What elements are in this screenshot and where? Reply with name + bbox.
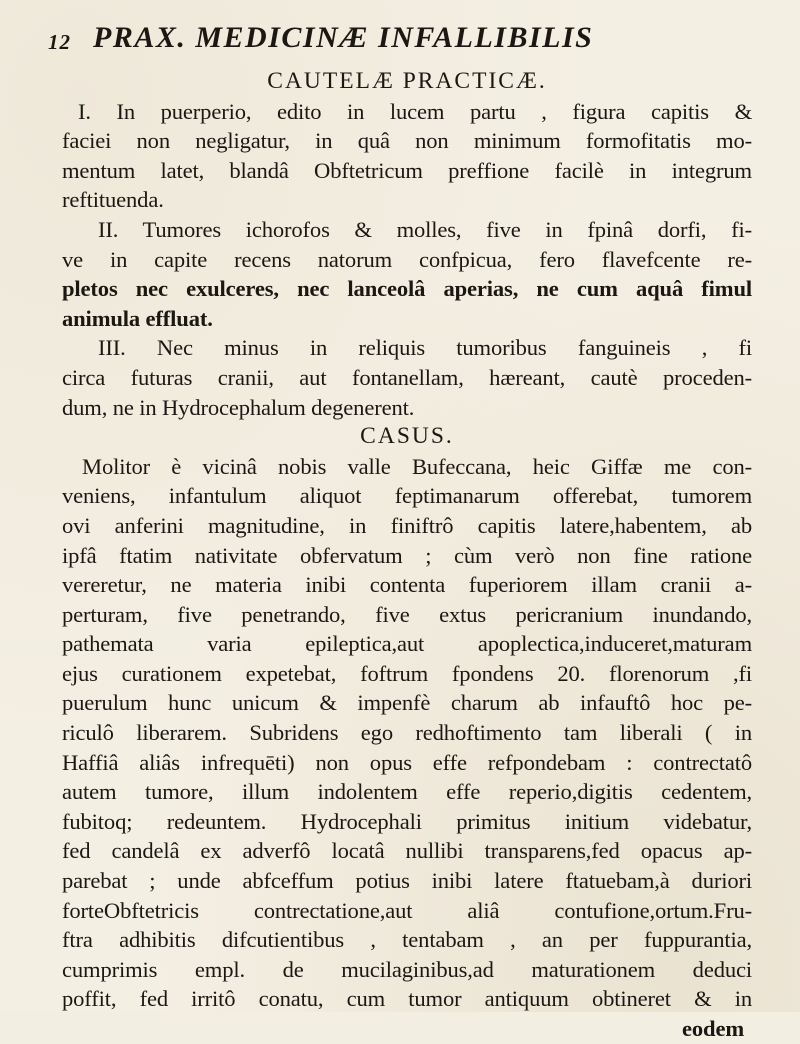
casus-line: autem tumore, illum indolentem effe reperio,digitis cedentem,	[62, 779, 752, 805]
casus-line: vereretur, ne materia inibi contenta fuperiorem illam cranii a-	[62, 572, 752, 598]
section-title: CAUTELÆ PRACTICÆ.	[267, 68, 547, 94]
casus-line: perturam, five penetrando, five extus pericranium inundando,	[62, 601, 752, 627]
casus-line: cumprimis empl. de mucilaginibus,ad maturationem deduci	[62, 956, 752, 982]
casus-line: ejus curationem expetebat, foftrum fpondens 20. florenorum ,fi	[62, 660, 752, 686]
running-title: PRAX. MEDICINÆ INFALLIBILIS	[93, 21, 594, 54]
casus-title: CASUS.	[360, 423, 454, 450]
casus-line: ipfâ ftatim nativitate obfervatum ; cùm verò non fine ratione	[62, 542, 752, 568]
running-head	[48, 20, 748, 60]
page-number: 12	[48, 30, 71, 54]
casus-line: Molitor è vicinâ nobis valle Bufeccana, heic Giffæ me con-	[82, 453, 752, 479]
paragraph-2-line: animula effluat.	[62, 305, 213, 331]
paragraph-2-line: ve in capite recens natorum confpicua, fero flavefcente re-	[62, 246, 752, 272]
paragraph-3-line: III. Nec minus in reliquis tumoribus fanguineis , fi	[98, 335, 752, 361]
casus-line: ftra adhibitis difcutientibus , tentabam , an per fuppurantia,	[62, 927, 752, 953]
casus-line: forteObftetricis contrectatione,aut aliâ contufione,ortum.Fru-	[62, 897, 752, 923]
casus-line: parebat ; unde abfceffum potius inibi latere ftatuebam,à duriori	[62, 868, 752, 894]
casus-line: fed candelâ ex adverfô locatâ nullibi transparens,fed opacus ap-	[62, 838, 752, 864]
casus-line: Haffiâ aliâs infrequēti) non opus effe refpondebam : contrectatô	[62, 749, 752, 775]
paragraph-3-line: circa futuras cranii, aut fontanellam, hæreant, cautè proceden-	[62, 364, 752, 390]
casus-line: poffit, fed irritô conatu, cum tumor antiquum obtineret & in	[62, 986, 752, 1012]
paragraph-1-line: mentum latet, blandâ Obftetricum preffione facilè in integrum	[62, 157, 752, 183]
casus-line: fubitoq; redeuntem. Hydrocephali primitus initium videbatur,	[62, 808, 752, 834]
paragraph-2-line: II. Tumores ichorofos & molles, five in fpinâ dorfi, fi-	[98, 216, 752, 242]
paragraph-2-line: pletos nec exulceres, nec lanceolâ aperias, ne cum aquâ fimul	[62, 276, 752, 302]
paragraph-1-line: reftituenda.	[62, 187, 164, 213]
paragraph-1-line: faciei non negligatur, in quâ non minimum formofitatis mo-	[62, 128, 752, 154]
casus-line: veniens, infantulum aliquot feptimanarum offerebat, tumorem	[62, 483, 752, 509]
casus-line: riculô liberarem. Subridens ego redhoftimento tam liberali ( in	[62, 720, 752, 746]
catchword: eodem	[682, 1016, 744, 1041]
paragraph-1-line: I. In puerperio, edito in lucem partu , figura capitis &	[78, 98, 752, 124]
paragraph-3-line: dum, ne in Hydrocephalum degenerent.	[62, 394, 415, 420]
casus-line: ovi anferini magnitudine, in finiftrô capitis latere,habentem, ab	[62, 512, 752, 538]
casus-line: puerulum hunc unicum & impenfè charum ab infauftô hoc pe-	[62, 690, 752, 716]
casus-line: pathemata varia epileptica,aut apoplectica,induceret,maturam	[62, 631, 752, 657]
body-text	[62, 67, 752, 1044]
